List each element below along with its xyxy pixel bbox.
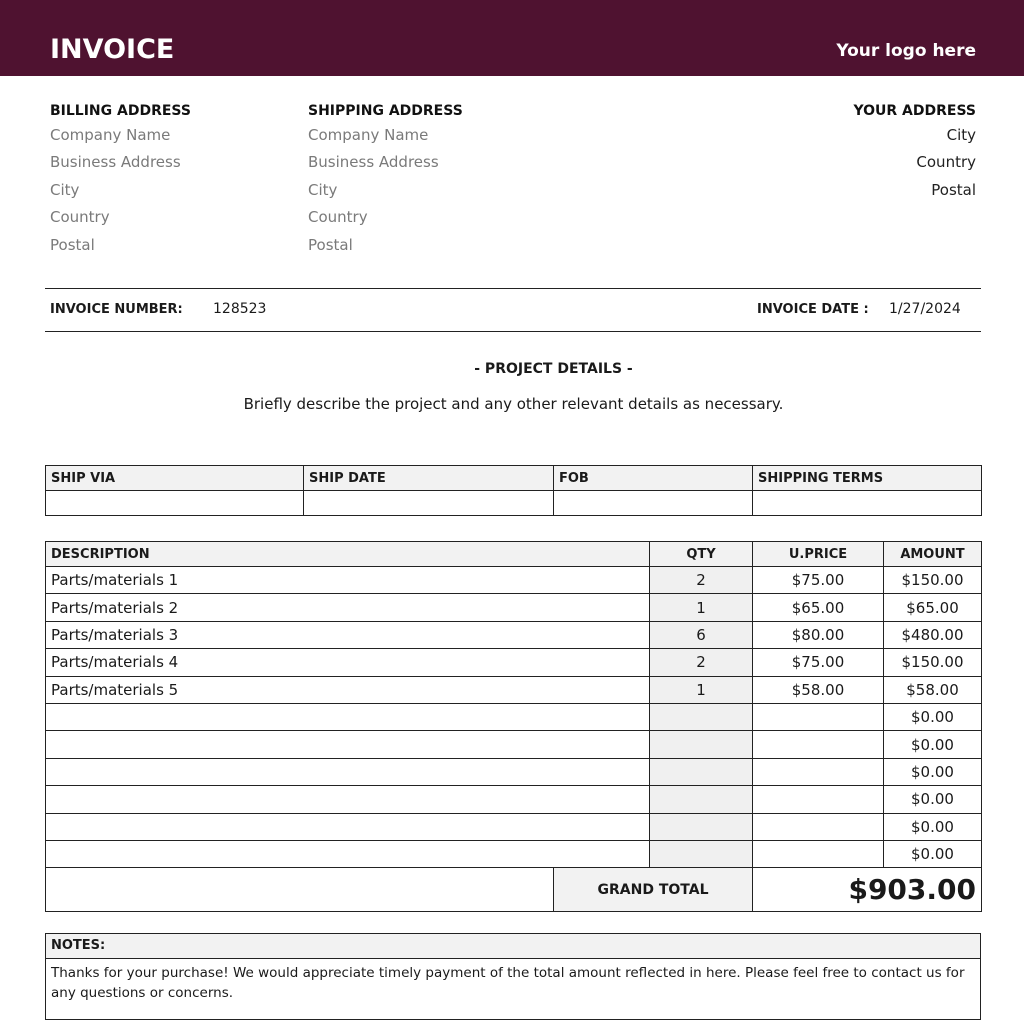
item-amount[interactable]: $0.00 <box>884 731 982 758</box>
table-row <box>46 676 982 703</box>
billing-country: Country <box>50 208 110 227</box>
shipping-company: Company Name <box>308 126 429 144</box>
qty-header: QTY <box>650 542 753 567</box>
item-qty[interactable] <box>650 731 753 758</box>
uprice-header: U.PRICE <box>753 542 884 567</box>
item-qty[interactable]: 1 <box>650 594 753 621</box>
shipping-terms-cell[interactable] <box>753 491 982 516</box>
grand-total-spacer <box>46 868 554 912</box>
table-row <box>46 813 982 840</box>
billing-address-heading: BILLING ADDRESS <box>50 103 191 119</box>
item-qty[interactable]: 2 <box>650 567 753 594</box>
notes-text: Thanks for your purchase! We would appreciate timely payment of the total amount reflected in here. Please feel free to contact us for any questions or concerns. <box>51 965 965 1001</box>
invoice-number-label: INVOICE NUMBER: <box>50 302 183 317</box>
item-amount[interactable]: $0.00 <box>884 813 982 840</box>
item-uprice[interactable] <box>753 758 884 785</box>
shipping-country: Country <box>308 208 368 227</box>
ship-date-cell[interactable] <box>304 491 554 516</box>
divider <box>45 288 981 289</box>
table-row <box>46 567 982 594</box>
item-qty[interactable]: 2 <box>650 649 753 676</box>
shipping-postal: Postal <box>308 235 353 254</box>
project-details-title: - PROJECT DETAILS - <box>474 361 633 377</box>
item-uprice[interactable] <box>753 786 884 813</box>
shipping-city: City <box>308 180 338 199</box>
amount-header: AMOUNT <box>884 542 982 567</box>
item-uprice[interactable] <box>753 731 884 758</box>
item-uprice[interactable]: $80.00 <box>753 621 884 648</box>
fob-header: FOB <box>554 466 753 491</box>
invoice-title: INVOICE <box>50 34 175 65</box>
project-description: Briefly describe the project and any other relevant details as necessary. <box>243 395 784 413</box>
item-description[interactable] <box>46 703 650 730</box>
table-row <box>46 594 982 621</box>
divider <box>45 331 981 332</box>
table-row <box>46 840 982 867</box>
invoice-date-label: INVOICE DATE : <box>757 302 869 317</box>
item-uprice[interactable] <box>753 840 884 867</box>
item-description[interactable]: Parts/materials 1 <box>46 567 650 594</box>
your-city: City <box>946 126 976 144</box>
item-qty[interactable]: 1 <box>650 676 753 703</box>
notes-section <box>45 933 981 1020</box>
item-uprice[interactable] <box>753 813 884 840</box>
fob-cell[interactable] <box>554 491 753 516</box>
shipping-address-heading: SHIPPING ADDRESS <box>308 103 463 119</box>
shipping-address <box>308 103 463 262</box>
item-amount[interactable]: $0.00 <box>884 703 982 730</box>
shipping-terms-header: SHIPPING TERMS <box>753 466 982 491</box>
table-row <box>46 621 982 648</box>
billing-postal: Postal <box>50 235 95 254</box>
item-qty[interactable]: 6 <box>650 621 753 648</box>
your-address <box>853 103 976 207</box>
item-qty[interactable] <box>650 758 753 785</box>
item-uprice[interactable]: $58.00 <box>753 676 884 703</box>
item-amount[interactable]: $150.00 <box>884 649 982 676</box>
item-description[interactable]: Parts/materials 2 <box>46 594 650 621</box>
shipping-business-address: Business Address <box>308 153 439 172</box>
item-uprice[interactable]: $65.00 <box>753 594 884 621</box>
item-amount[interactable]: $58.00 <box>884 676 982 703</box>
table-row <box>46 731 982 758</box>
item-qty[interactable] <box>650 840 753 867</box>
item-amount[interactable]: $0.00 <box>884 840 982 867</box>
table-row <box>46 703 982 730</box>
ship-date-header: SHIP DATE <box>304 466 554 491</box>
item-description[interactable] <box>46 731 650 758</box>
shipping-table <box>45 465 982 516</box>
grand-total-label: GRAND TOTAL <box>554 868 753 912</box>
item-description[interactable]: Parts/materials 5 <box>46 676 650 703</box>
table-row <box>46 758 982 785</box>
item-amount[interactable]: $480.00 <box>884 621 982 648</box>
item-amount[interactable]: $0.00 <box>884 786 982 813</box>
item-uprice[interactable]: $75.00 <box>753 649 884 676</box>
invoice-date: 1/27/2024 <box>889 301 961 317</box>
invoice-number: 128523 <box>213 301 267 317</box>
logo-placeholder: Your logo here <box>836 41 976 61</box>
item-description[interactable] <box>46 840 650 867</box>
billing-city: City <box>50 180 80 199</box>
item-qty[interactable] <box>650 703 753 730</box>
item-qty[interactable] <box>650 813 753 840</box>
description-header: DESCRIPTION <box>46 542 650 567</box>
your-address-heading: YOUR ADDRESS <box>853 103 976 119</box>
notes-heading: NOTES: <box>46 934 980 959</box>
ship-via-cell[interactable] <box>46 491 304 516</box>
item-description[interactable] <box>46 758 650 785</box>
billing-company: Company Name <box>50 126 171 144</box>
billing-business-address: Business Address <box>50 153 181 172</box>
item-amount[interactable]: $150.00 <box>884 567 982 594</box>
item-description[interactable] <box>46 786 650 813</box>
item-uprice[interactable] <box>753 703 884 730</box>
item-amount[interactable]: $0.00 <box>884 758 982 785</box>
item-qty[interactable] <box>650 786 753 813</box>
ship-via-header: SHIP VIA <box>46 466 304 491</box>
item-uprice[interactable]: $75.00 <box>753 567 884 594</box>
grand-total-value: $903.00 <box>753 868 982 912</box>
billing-address <box>50 103 191 262</box>
item-description[interactable] <box>46 813 650 840</box>
invoice-header <box>0 0 1024 76</box>
your-country: Country <box>916 153 976 172</box>
items-table <box>45 541 982 912</box>
item-description[interactable]: Parts/materials 3 <box>46 621 650 648</box>
item-amount[interactable]: $65.00 <box>884 594 982 621</box>
your-postal: Postal <box>931 180 976 199</box>
table-row <box>46 786 982 813</box>
item-description[interactable]: Parts/materials 4 <box>46 649 650 676</box>
table-row <box>46 649 982 676</box>
